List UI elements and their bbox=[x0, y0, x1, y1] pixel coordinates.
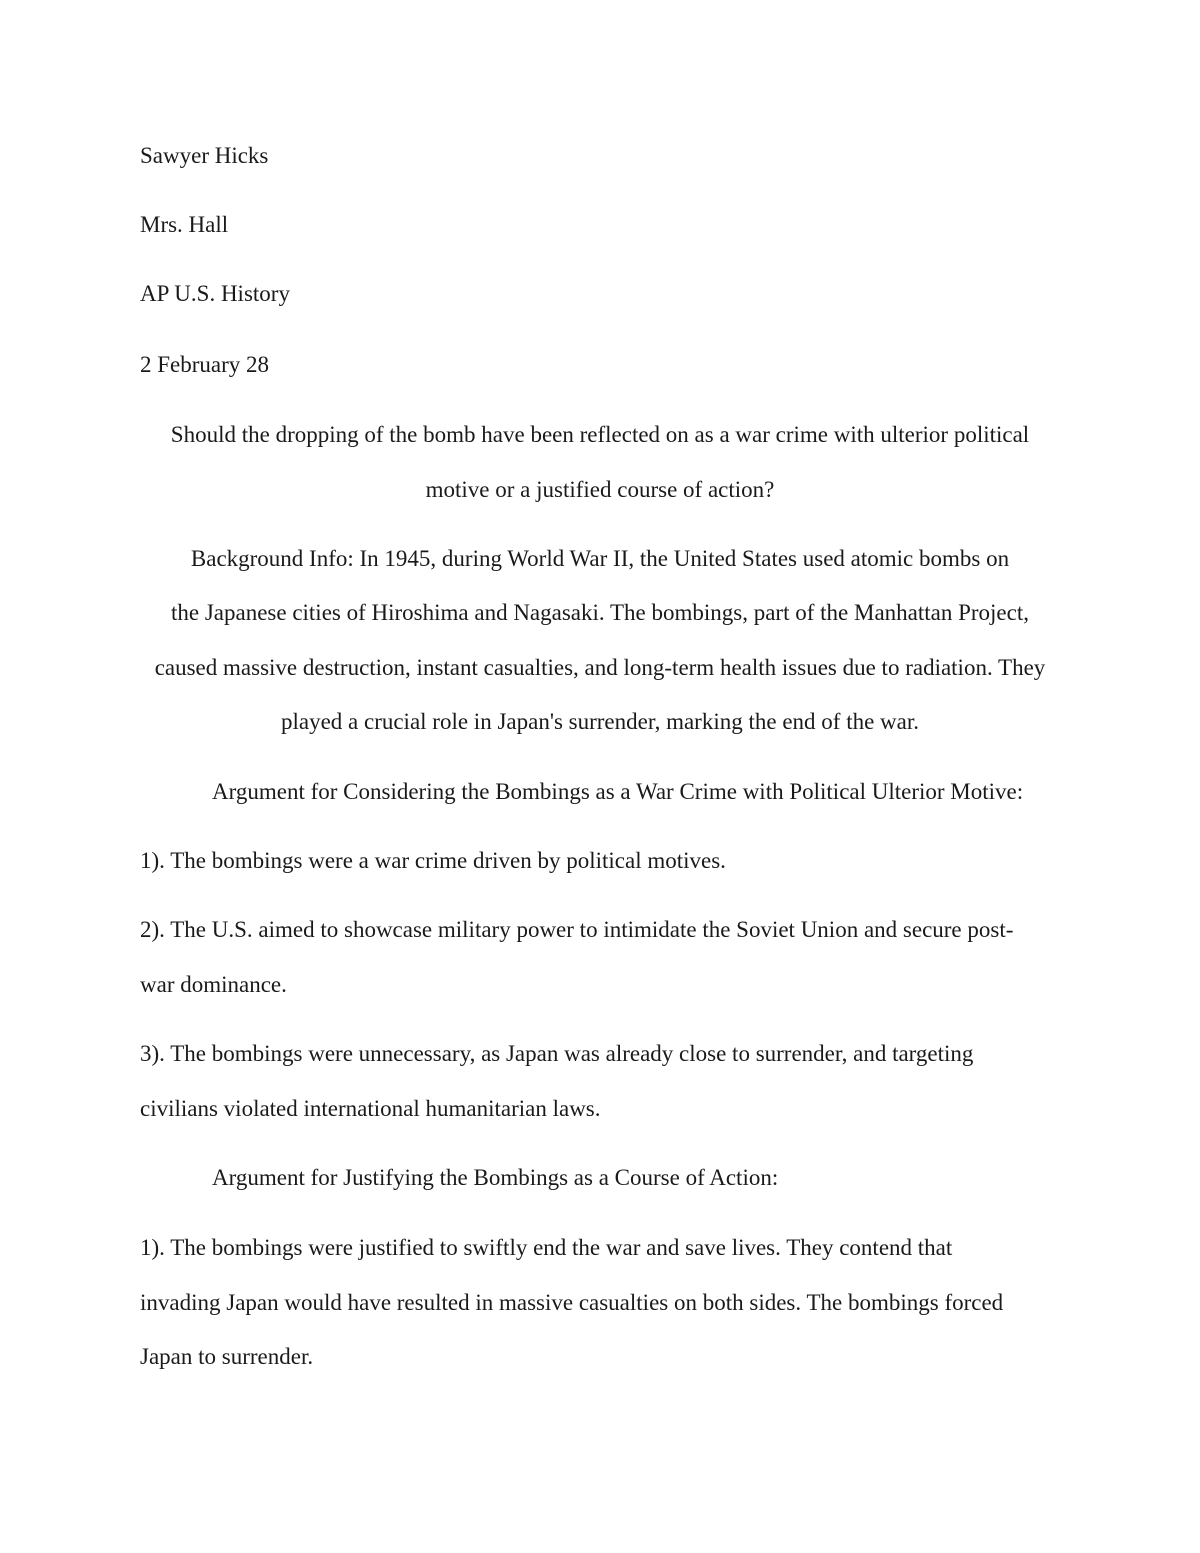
justified-point-1-line-3: Japan to surrender. bbox=[140, 1344, 314, 1369]
course-name: AP U.S. History bbox=[140, 281, 290, 306]
background-line-1: Background Info: In 1945, during World War II, the United States used atomic bombs on bbox=[190, 546, 1010, 571]
war-crime-point-2-line-1: 2). The U.S. aimed to showcase military power to intimidate the Soviet Union and secure post- bbox=[140, 917, 1014, 942]
background-line-3: caused massive destruction, instant casualties, and long-term health issues due to radiation. They bbox=[154, 655, 1046, 680]
document-date: 2 February 28 bbox=[140, 352, 270, 377]
war-crime-point-3-line-2: civilians violated international humanitarian laws. bbox=[140, 1096, 601, 1121]
war-crime-point-1: 1). The bombings were a war crime driven by political motives. bbox=[140, 848, 726, 873]
war-crime-heading: Argument for Considering the Bombings as a War Crime with Political Ulterior Motive: bbox=[212, 779, 1024, 804]
war-crime-point-3-line-1: 3). The bombings were unnecessary, as Japan was already close to surrender, and targeting bbox=[140, 1041, 974, 1066]
teacher-name: Mrs. Hall bbox=[140, 212, 229, 237]
background-line-4: played a crucial role in Japan's surrender, marking the end of the war. bbox=[280, 709, 920, 734]
justified-point-1-line-2: invading Japan would have resulted in massive casualties on both sides. The bombings forced bbox=[140, 1290, 1004, 1315]
student-name: Sawyer Hicks bbox=[140, 143, 269, 168]
justified-point-1-line-1: 1). The bombings were justified to swiftly end the war and save lives. They contend that bbox=[140, 1235, 953, 1260]
justified-heading: Argument for Justifying the Bombings as a Course of Action: bbox=[212, 1165, 779, 1190]
background-line-2: the Japanese cities of Hiroshima and Nagasaki. The bombings, part of the Manhattan Project, bbox=[170, 600, 1029, 625]
essay-title-line-1: Should the dropping of the bomb have been reflected on as a war crime with ulterior political bbox=[170, 422, 1030, 447]
essay-title-line-2: motive or a justified course of action? bbox=[425, 477, 775, 502]
war-crime-point-2-line-2: war dominance. bbox=[140, 972, 287, 997]
